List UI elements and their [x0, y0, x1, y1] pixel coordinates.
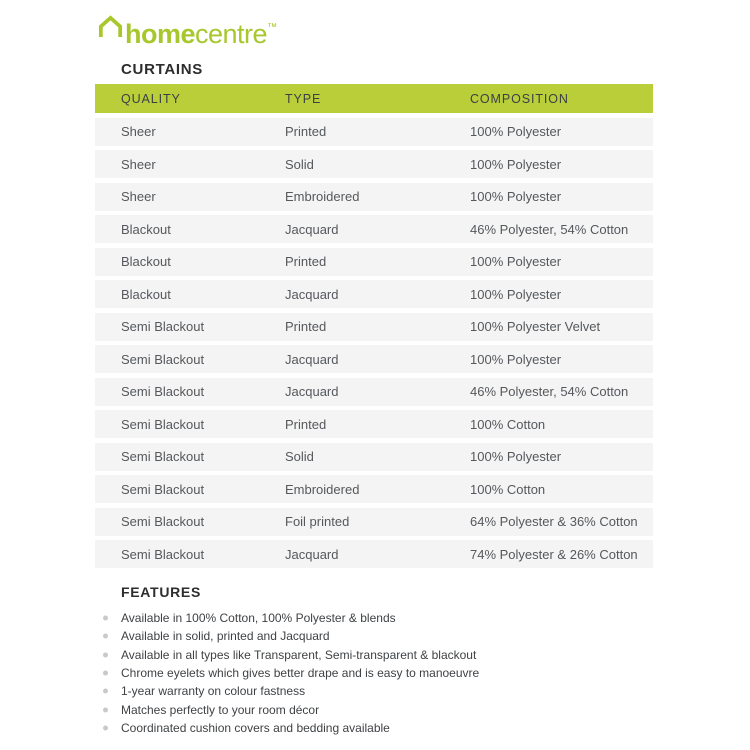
feature-text: Chrome eyelets which gives better drape and is easy to manoeuvre — [121, 666, 480, 681]
table-row — [95, 508, 653, 536]
cell-composition: 100% Polyester — [470, 351, 562, 367]
cell-type: Solid — [285, 156, 314, 172]
cell-composition: 100% Polyester — [470, 286, 562, 302]
table-row — [95, 118, 653, 146]
feature-text: Available in 100% Cotton, 100% Polyester & blends — [121, 611, 396, 626]
feature-item — [95, 609, 695, 627]
cell-composition: 100% Polyester — [470, 449, 562, 464]
feature-text: Coordinated cushion covers and bedding available — [121, 720, 390, 735]
table-header-row — [95, 84, 653, 113]
feature-item — [95, 719, 695, 737]
table-row — [95, 313, 653, 341]
page-title: CURTAINS — [121, 61, 203, 78]
bullet-icon — [103, 707, 108, 712]
bullet-icon — [103, 671, 108, 676]
cell-type: Jacquard — [285, 286, 339, 302]
cell-quality: Blackout — [121, 286, 171, 302]
cell-quality: Semi Blackout — [121, 416, 205, 432]
cell-type: Jacquard — [285, 546, 339, 562]
cell-quality: Semi Blackout — [121, 449, 205, 464]
bullet-icon — [103, 652, 108, 657]
column-header-composition: COMPOSITION — [470, 91, 569, 106]
feature-item — [95, 664, 695, 682]
features-list — [95, 609, 695, 737]
trademark-symbol: ™ — [267, 22, 278, 33]
table-row — [95, 280, 653, 308]
brand-home: home — [125, 19, 196, 49]
cell-quality: Sheer — [121, 156, 156, 172]
table-row — [95, 248, 653, 276]
cell-composition: 46% Polyester, 54% Cotton — [470, 384, 629, 399]
cell-composition: 100% Polyester — [470, 156, 562, 172]
cell-quality: Sheer — [121, 124, 156, 139]
bullet-icon — [103, 725, 108, 730]
table-row — [95, 378, 653, 406]
table-row — [95, 345, 653, 373]
feature-text: Available in solid, printed and Jacquard — [121, 629, 330, 644]
cell-type: Jacquard — [285, 384, 339, 399]
cell-quality: Sheer — [121, 189, 156, 204]
feature-item — [95, 700, 695, 718]
cell-type: Embroidered — [285, 189, 360, 204]
cell-composition: 100% Polyester — [470, 189, 562, 204]
cell-type: Jacquard — [285, 221, 339, 237]
cell-composition: 64% Polyester & 36% Cotton — [470, 514, 638, 529]
cell-quality: Semi Blackout — [121, 319, 205, 334]
cell-quality: Blackout — [121, 221, 171, 237]
features-section — [95, 584, 695, 737]
cell-type: Embroidered — [285, 481, 360, 497]
cell-type: Printed — [285, 416, 327, 432]
column-header-quality: QUALITY — [121, 91, 181, 106]
table-row — [95, 215, 653, 243]
cell-quality: Semi Blackout — [121, 514, 205, 529]
bullet-icon — [103, 616, 108, 621]
cell-quality: Semi Blackout — [121, 546, 205, 562]
brand-logo — [96, 13, 277, 49]
table-row — [95, 443, 653, 471]
brand-centre: centre — [195, 19, 268, 49]
feature-item — [95, 627, 695, 645]
feature-item — [95, 646, 695, 664]
table-row — [95, 540, 653, 568]
bullet-icon — [103, 689, 108, 694]
cell-type: Foil printed — [285, 514, 350, 529]
cell-composition: 100% Polyester Velvet — [470, 319, 601, 334]
cell-type: Printed — [285, 254, 327, 269]
bullet-icon — [103, 634, 108, 639]
table-row — [95, 183, 653, 211]
cell-quality: Blackout — [121, 254, 171, 269]
feature-text: 1-year warranty on colour fastness — [121, 684, 306, 699]
cell-composition: 74% Polyester & 26% Cotton — [470, 546, 638, 562]
feature-item — [95, 682, 695, 700]
curtains-table — [95, 84, 653, 573]
cell-composition: 100% Cotton — [470, 416, 546, 432]
features-title: FEATURES — [121, 584, 202, 600]
table-body — [95, 118, 653, 569]
feature-text: Available in all types like Transparent, Semi-transparent & blackout — [121, 647, 477, 662]
cell-composition: 100% Polyester — [470, 124, 562, 139]
cell-composition: 100% Cotton — [470, 481, 546, 497]
cell-quality: Semi Blackout — [121, 351, 205, 367]
column-header-type: TYPE — [285, 91, 322, 106]
cell-type: Printed — [285, 319, 327, 334]
cell-type: Jacquard — [285, 351, 339, 367]
brand-name — [125, 13, 277, 49]
cell-quality: Semi Blackout — [121, 481, 205, 497]
cell-type: Printed — [285, 124, 327, 139]
cell-composition: 46% Polyester, 54% Cotton — [470, 221, 629, 237]
table-row — [95, 150, 653, 178]
table-row — [95, 410, 653, 438]
table-row — [95, 475, 653, 503]
house-icon — [96, 14, 125, 43]
cell-quality: Semi Blackout — [121, 384, 205, 399]
feature-text: Matches perfectly to your room décor — [121, 702, 320, 717]
cell-type: Solid — [285, 449, 314, 464]
cell-composition: 100% Polyester — [470, 254, 562, 269]
